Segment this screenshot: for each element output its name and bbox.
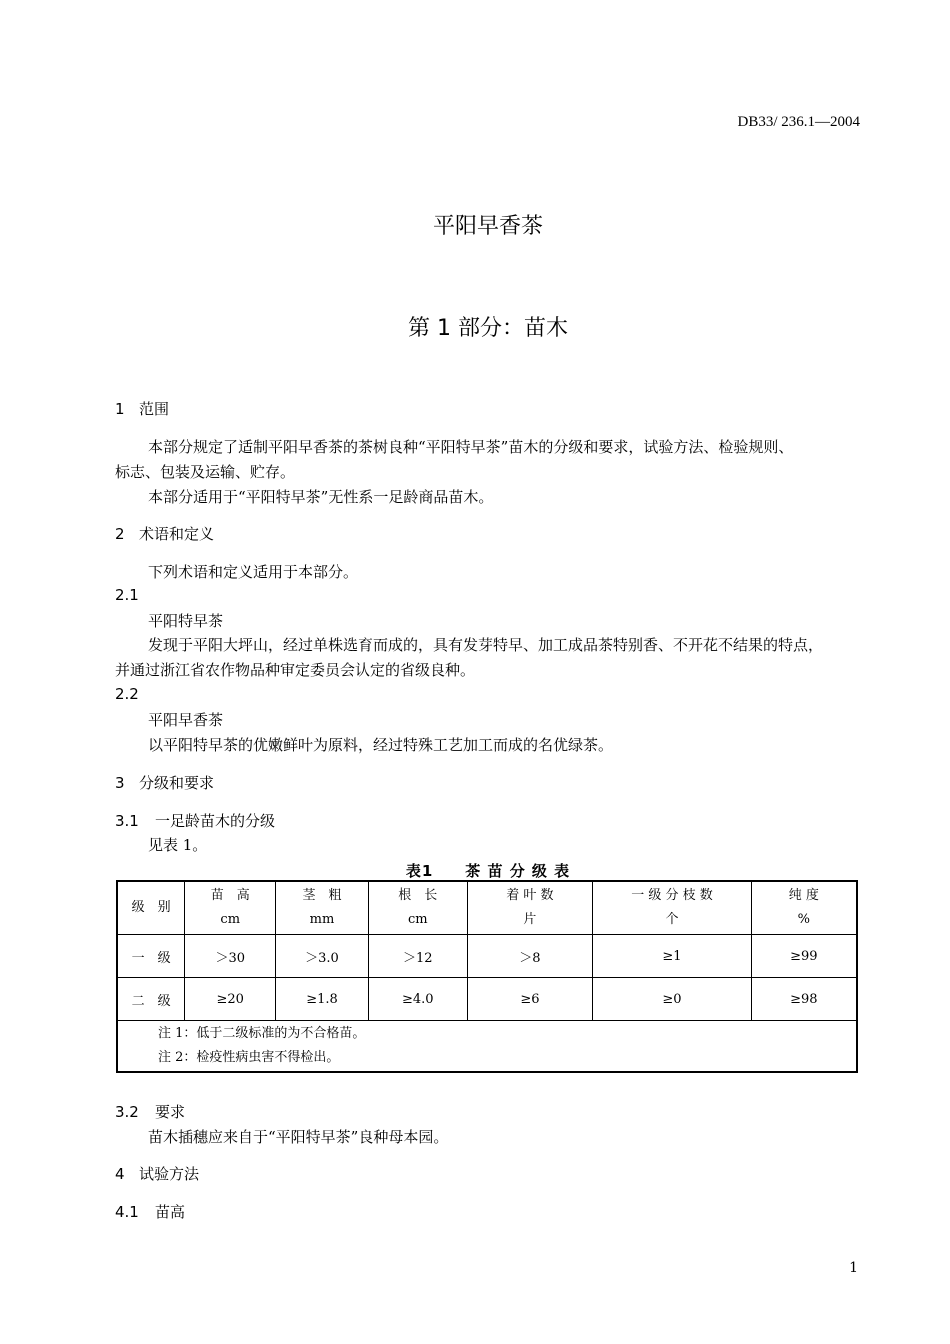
subsection-4-1-heading <box>115 1201 185 1222</box>
subsection-3-2-heading <box>115 1101 185 1122</box>
definition: 并通过浙江省农作物品种审定委员会认定的省级良种。 <box>115 661 476 679</box>
paragraph: 标志、包装及运输、贮存。 <box>115 463 296 481</box>
section-number: 1 <box>115 400 125 418</box>
table-note: 注 1：低于二级标准的为不合格苗。 <box>158 1026 366 1041</box>
subsection-title: 苗高 <box>155 1203 186 1221</box>
table-caption: 表1 茶 苗 分 级 表 <box>405 862 571 880</box>
table-cell: ≥20 <box>185 978 276 1021</box>
header-cell: 着 叶 数 片 <box>467 881 593 935</box>
paragraph: 本部分规定了适制平阳早香茶的茶树良种“平阳特早茶”苗木的分级和要求，试验方法、检验规则、 <box>148 438 794 456</box>
paragraph: 苗木插穗应来自于“平阳特早茶”良种母本园。 <box>148 1128 449 1146</box>
paragraph: 见表 1。 <box>148 836 208 854</box>
subsection-title: 要求 <box>155 1103 186 1121</box>
section-number: 3 <box>115 774 125 792</box>
table-cell: 一 级 <box>117 935 185 978</box>
table-notes-row <box>117 1021 857 1073</box>
table-cell: ＞3.0 <box>276 935 369 978</box>
term: 平阳特早茶 <box>148 612 224 630</box>
document-subtitle: 第 1 部分：苗木 <box>408 316 568 341</box>
section-4-heading <box>115 1163 199 1184</box>
header-cell: 纯 度 % <box>751 881 857 935</box>
definition: 发现于平阳大坪山，经过单株选育而成的，具有发芽特早、加工成品茶特别香、不开花不结果的特点， <box>148 636 824 654</box>
table-row <box>117 935 857 978</box>
table-notes <box>117 1021 857 1073</box>
subsection-number: 2.1 <box>115 586 139 604</box>
document-title: 平阳早香茶 <box>432 214 543 239</box>
table-cell: ≥0 <box>593 978 751 1021</box>
table-cell: 二 级 <box>117 978 185 1021</box>
table-cell: ≥1.8 <box>276 978 369 1021</box>
subsection-number: 3.1 <box>115 812 139 830</box>
table-cell: ＞30 <box>185 935 276 978</box>
subsection-number: 2.2 <box>115 685 139 703</box>
section-number: 4 <box>115 1165 125 1183</box>
header-cell: 茎 粗 mm <box>276 881 369 935</box>
table-cell: ＞12 <box>368 935 467 978</box>
section-title: 范围 <box>139 400 170 418</box>
table-cell: ≥99 <box>751 935 857 978</box>
grading-table <box>116 880 858 1073</box>
paragraph: 下列术语和定义适用于本部分。 <box>148 563 359 581</box>
definition: 以平阳特早茶的优嫩鲜叶为原料，经过特殊工艺加工而成的名优绿茶。 <box>148 736 614 754</box>
header-cell: 一 级 分 枝 数 个 <box>593 881 751 935</box>
section-title: 试验方法 <box>139 1165 200 1183</box>
section-title: 分级和要求 <box>139 774 215 792</box>
section-2-heading <box>115 523 214 544</box>
subsection-3-1-heading <box>115 810 275 831</box>
section-3-heading <box>115 772 214 793</box>
table-note: 注 2：检疫性病虫害不得检出。 <box>158 1050 340 1065</box>
section-1-heading <box>115 398 169 419</box>
paragraph: 本部分适用于“平阳特早茶”无性系一足龄商品苗木。 <box>148 488 494 506</box>
header-cell: 根 长 cm <box>368 881 467 935</box>
section-title: 术语和定义 <box>139 525 215 543</box>
section-number: 2 <box>115 525 125 543</box>
subsection-number: 3.2 <box>115 1103 139 1121</box>
table-cell: ≥1 <box>593 935 751 978</box>
subsection-number: 4.1 <box>115 1203 139 1221</box>
table-cell: ≥4.0 <box>368 978 467 1021</box>
term: 平阳早香茶 <box>148 711 224 729</box>
page-number: 1 <box>849 1260 858 1276</box>
table-cell: ≥98 <box>751 978 857 1021</box>
table-cell: ≥6 <box>467 978 593 1021</box>
header-cell: 级 别 <box>117 881 185 935</box>
table-header-row <box>117 881 857 935</box>
table-row <box>117 978 857 1021</box>
header-cell: 苗 高 cm <box>185 881 276 935</box>
standard-code: DB33/ 236.1—2004 <box>737 114 860 130</box>
subsection-title: 一足龄苗木的分级 <box>155 812 276 830</box>
table-cell: ＞8 <box>467 935 593 978</box>
